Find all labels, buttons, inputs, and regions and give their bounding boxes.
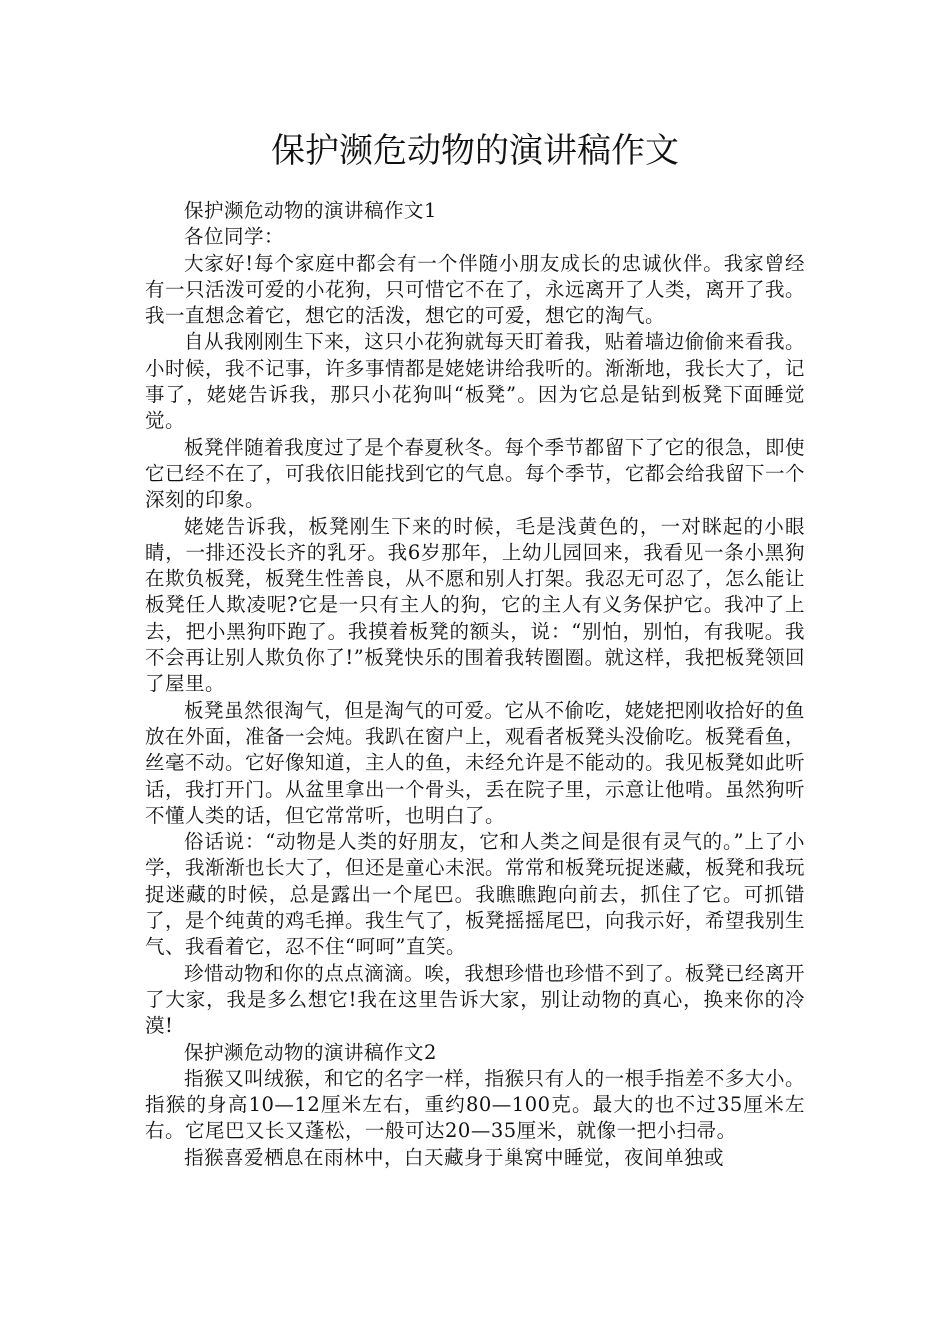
paragraph: 板凳伴随着我度过了是个春夏秋冬。每个季节都留下了它的很急，即使它已经不在了，可我依旧能找到它的气息。每个季节，它都会给我留下一个深刻的印象。: [145, 435, 806, 512]
paragraph: 指猴喜爱栖息在雨林中，白天藏身于巢窝中睡觉，夜间单独或: [184, 1145, 725, 1169]
paragraph: 姥姥告诉我，板凳刚生下来的时候，毛是浅黄色的，一对眯起的小眼睛，一排还没长齐的乳牙。我6岁那年，上幼儿园回来，我看见一条小黑狗在欺负板凳，板凳生性善良，从不愿和别人打架。我忍无可忍了，怎么能让板凳任人欺凌呢?它是一只有主人的狗，它的主人有义务保护它。我冲了上去，把小黑狗吓跑了。我摸着板凳的额头，说：“别怕，别怕，有我呢。我不会再让别人欺负你了!”板凳快乐的围着我转圈圈。就这样，我把板凳领回了屋里。: [145, 514, 806, 696]
paragraph: 俗话说：“动物是人类的好朋友，它和人类之间是很有灵气的。”上了小学，我渐渐也长大了，但还是童心未泯。常常和板凳玩捉迷藏，板凳和我玩捉迷藏的时候，总是露出一个尾巴。我瞧瞧跑向前去，抓住了它。可抓错了，是个纯黄的鸡毛掸。我生气了，板凳摇摇尾巴，向我示好，希望我别生气、我看着它，忍不住“呵呵”直笑。: [145, 830, 806, 959]
paragraph: 板凳虽然很淘气，但是淘气的可爱。它从不偷吃，姥姥把刚收拾好的鱼放在外面，准备一会炖。我趴在窗户上，观看者板凳头没偷吃。板凳看鱼，丝毫不动。它好像知道，主人的鱼，未经允许是不能动的。我见板凳如此听话，我打开门。从盆里拿出一个骨头，丢在院子里，示意让他啃。虽然狗听不懂人类的话，但它常常听，也明白了。: [145, 698, 806, 827]
paragraph: 自从我刚刚生下来，这只小花狗就每天盯着我，贴着墙边偷偷来看我。小时候，我不记事，许多事情都是姥姥讲给我听的。渐渐地，我长大了，记事了，姥姥告诉我，那只小花狗叫“板凳”。因为它总是钻到板凳下面睡觉觉。: [145, 330, 806, 433]
document-title: 保护濒危动物的演讲稿作文: [271, 131, 679, 171]
document-body: [145, 198, 805, 1171]
paragraph: 大家好!每个家庭中都会有一个伴随小朋友成长的忠诚伙伴。我家曾经有一只活泼可爱的小花狗，只可惜它不在了，永远离开了人类，离开了我。我一直想念着它，想它的活泼，想它的可爱，想它的淘气。: [145, 251, 806, 328]
paragraph: 指猴又叫绒猴，和它的名字一样，指猴只有人的一根手指差不多大小。指猴的身高10—12厘米左右，重约80—100克。最大的也不过35厘米左右。它尾巴又长又蓬松，一般可达20—35厘米，就像一把小扫帚。: [145, 1066, 805, 1143]
salutation: 各位同学：: [184, 225, 285, 249]
essay-1-heading: 保护濒危动物的演讲稿作文1: [184, 199, 437, 222]
essay-2-heading: 保护濒危动物的演讲稿作文2: [184, 1040, 437, 1064]
paragraph: 珍惜动物和你的点点滴滴。唉，我想珍惜也珍惜不到了。板凳已经离开了大家，我是多么想它!我在这里告诉大家，别让动物的真心，换来你的冷漠!: [145, 961, 805, 1038]
